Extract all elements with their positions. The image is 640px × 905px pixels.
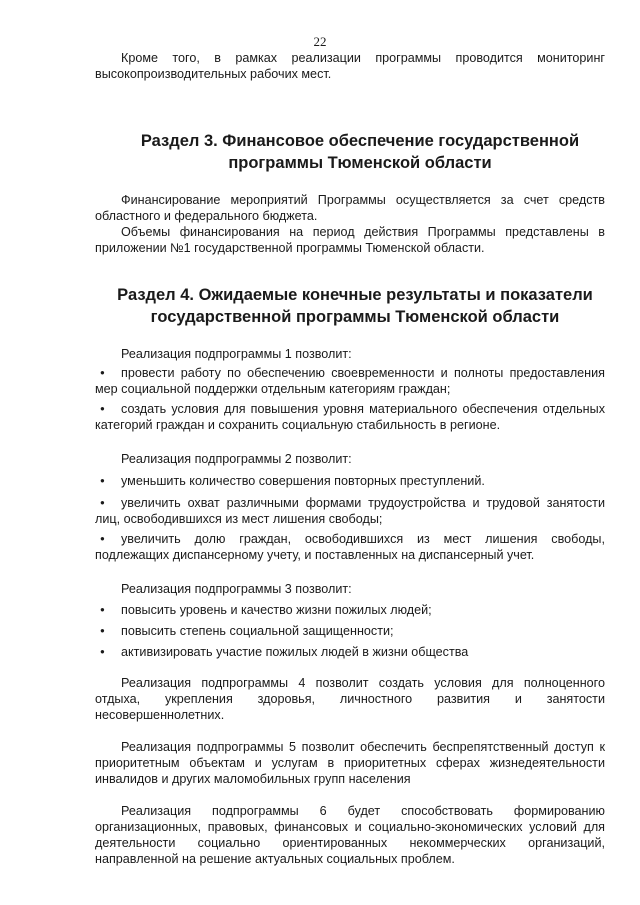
subprogram-3-item: ● повысить уровень и качество жизни пожилых людей; xyxy=(95,602,605,618)
subprogram-3-item: ● повысить степень социальной защищенности; xyxy=(95,623,605,639)
subprogram-1-intro: Реализация подпрограммы 1 позволит: xyxy=(121,347,352,361)
subprogram-1-item: ● провести работу по обеспечению своевременности и полноты предоставления мер социальной поддержки отдельным категориям граждан; xyxy=(95,365,605,397)
subprogram-2-intro: Реализация подпрограммы 2 позволит: xyxy=(121,452,352,466)
subprogram-2-item: ● увеличить долю граждан, освободившихся из мест лишения свободы, подлежащих диспансерному учету, и поставленных на диспансерный учет. xyxy=(95,531,605,563)
subprogram-3-intro: Реализация подпрограммы 3 позволит: xyxy=(121,582,352,596)
section-3-paragraph-financing: Финансирование мероприятий Программы осуществляется за счет средств областного и федерального бюджета. xyxy=(95,193,605,223)
subprogram-5-paragraph: Реализация подпрограммы 5 позволит обеспечить беспрепятственный доступ к приоритетным объектам и услугам в приоритетных сферах жизнедеятельности инвалидов и других маломобильных групп населения xyxy=(95,740,605,786)
subprogram-4-paragraph: Реализация подпрограммы 4 позволит создать условия для полноценного отдыха, укрепления здоровья, личностного развития и занятости несовершеннолетних. xyxy=(95,676,605,722)
document-body xyxy=(95,50,605,867)
subprogram-1-item: ● создать условия для повышения уровня материального обеспечения отдельных категорий граждан и сохранить социальную стабильность в регионе. xyxy=(95,401,605,433)
section-3-title: Раздел 3. Финансовое обеспечение государственной программы Тюменской области xyxy=(140,132,580,172)
section-4-title: Раздел 4. Ожидаемые конечные результаты и показатели государственной программы Тюменской области xyxy=(117,286,593,326)
paragraph-monitoring: Кроме того, в рамках реализации программы проводится мониторинг высокопроизводительных рабочих мест. xyxy=(95,51,605,81)
subprogram-6-paragraph: Реализация подпрограммы 6 будет способствовать формированию организационных, правовых, финансовых и социально-экономических условий для деятельности социально ориентированных некоммерческих организаций, направленной на решение актуальных социальных проблем. xyxy=(95,804,605,866)
subprogram-2-item: ● увеличить охват различными формами трудоустройства и трудовой занятости лиц, освободившихся из мест лишения свободы; xyxy=(95,495,605,527)
subprogram-3-item: ● активизировать участие пожилых людей в жизни общества xyxy=(95,644,605,660)
subprogram-2-item: ● уменьшить количество совершения повторных преступлений. xyxy=(95,473,605,489)
page-number: 22 xyxy=(313,34,327,49)
section-3-paragraph-volumes: Объемы финансирования на период действия Программы представлены в приложении №1 государственной программы Тюменской области. xyxy=(95,225,605,255)
